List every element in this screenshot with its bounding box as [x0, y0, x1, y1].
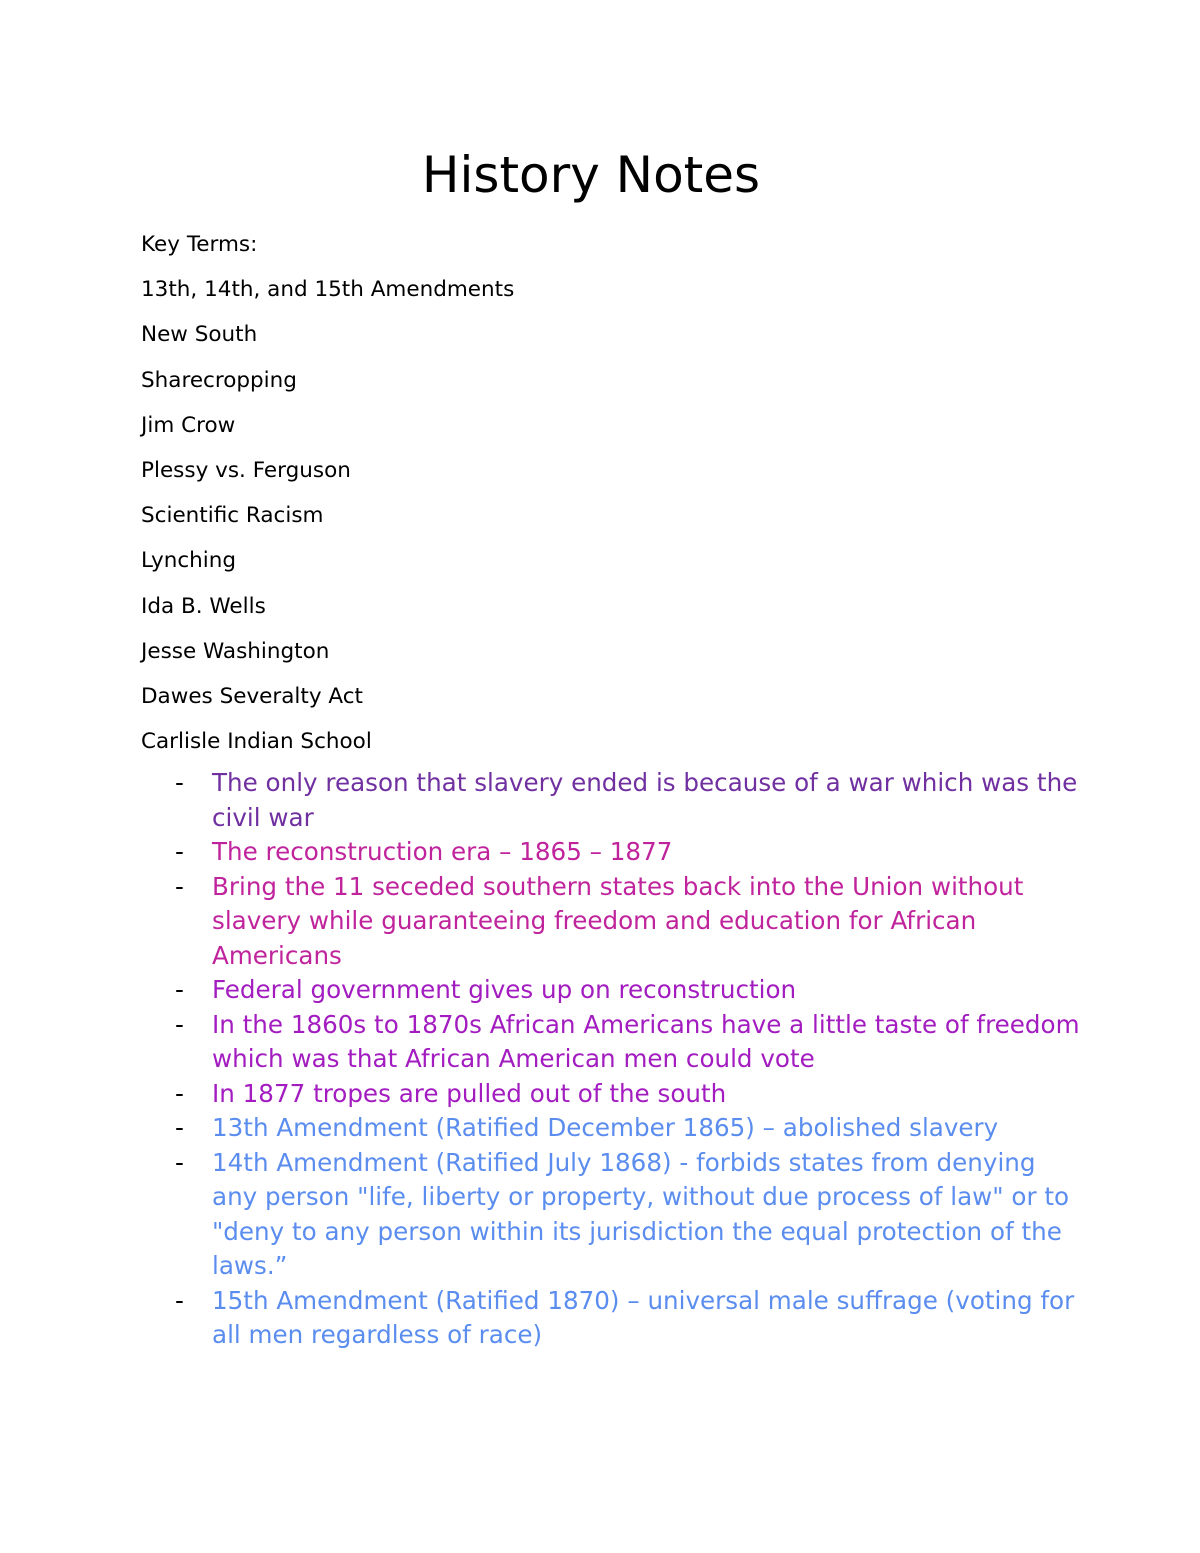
key-term: Jesse Washington: [141, 638, 330, 664]
bullet-dash: -: [175, 837, 184, 866]
bullet-dash: -: [175, 768, 184, 797]
key-term: Ida B. Wells: [141, 593, 266, 619]
key-term: Carlisle Indian School: [141, 729, 372, 755]
bullet-dash: -: [175, 1113, 184, 1142]
note-text: The reconstruction era – 1865 – 1877: [212, 837, 673, 866]
note-item: [175, 870, 1085, 974]
note-item: [175, 1008, 1085, 1077]
bullet-dash: -: [175, 1078, 184, 1108]
bullet-dash: -: [175, 1147, 184, 1177]
key-term: 13th, 14th, and 15th Amendments: [141, 277, 515, 303]
key-term: Jim Crow: [141, 412, 236, 438]
key-term: Lynching: [141, 548, 237, 574]
bullet-dash: -: [175, 1285, 184, 1315]
note-item: [175, 973, 1085, 1008]
note-text: 13th Amendment (Ratified December 1865) – abolished slavery: [212, 1113, 999, 1142]
key-terms-heading: Key Terms:: [141, 232, 258, 257]
key-term: Scientific Racism: [141, 503, 324, 529]
page-title: History Notes: [421, 146, 761, 204]
notes-list: [175, 766, 1085, 1353]
note-text: In the 1860s to 1870s African Americans have a little taste of freedom which was that African American men could vote: [212, 1009, 1080, 1073]
bullet-dash: -: [175, 975, 184, 1004]
key-term: Dawes Severalty Act: [141, 683, 363, 709]
key-term: New South: [141, 322, 258, 348]
note-item: [175, 766, 1085, 835]
key-terms-section: [141, 222, 1041, 764]
note-item: [175, 1111, 1085, 1146]
note-text: 14th Amendment (Ratified July 1868) - forbids states from denying any person "life, liberty or property, without due process of law" or to "deny to any person within its jurisdiction the equal protection of the laws.”: [212, 1147, 1070, 1280]
note-text: The only reason that slavery ended is because of a war which was the civil war: [212, 768, 1078, 832]
note-item: [175, 1146, 1085, 1284]
bullet-dash: -: [175, 1009, 184, 1039]
note-text: 15th Amendment (Ratified 1870) – universal male suffrage (voting for all men regardless of race): [212, 1285, 1075, 1349]
bullet-dash: -: [175, 871, 184, 901]
note-item: [175, 1077, 1085, 1112]
note-text: Federal government gives up on reconstruction: [212, 975, 797, 1004]
key-term: Plessy vs. Ferguson: [141, 457, 351, 483]
note-item: [175, 835, 1085, 870]
key-term: Sharecropping: [141, 367, 297, 393]
note-text: Bring the 11 seceded southern states back into the Union without slavery while guaranteeing freedom and education for African Americans: [212, 871, 1024, 970]
note-item: [175, 1284, 1085, 1353]
note-text: In 1877 tropes are pulled out of the south: [212, 1078, 727, 1108]
